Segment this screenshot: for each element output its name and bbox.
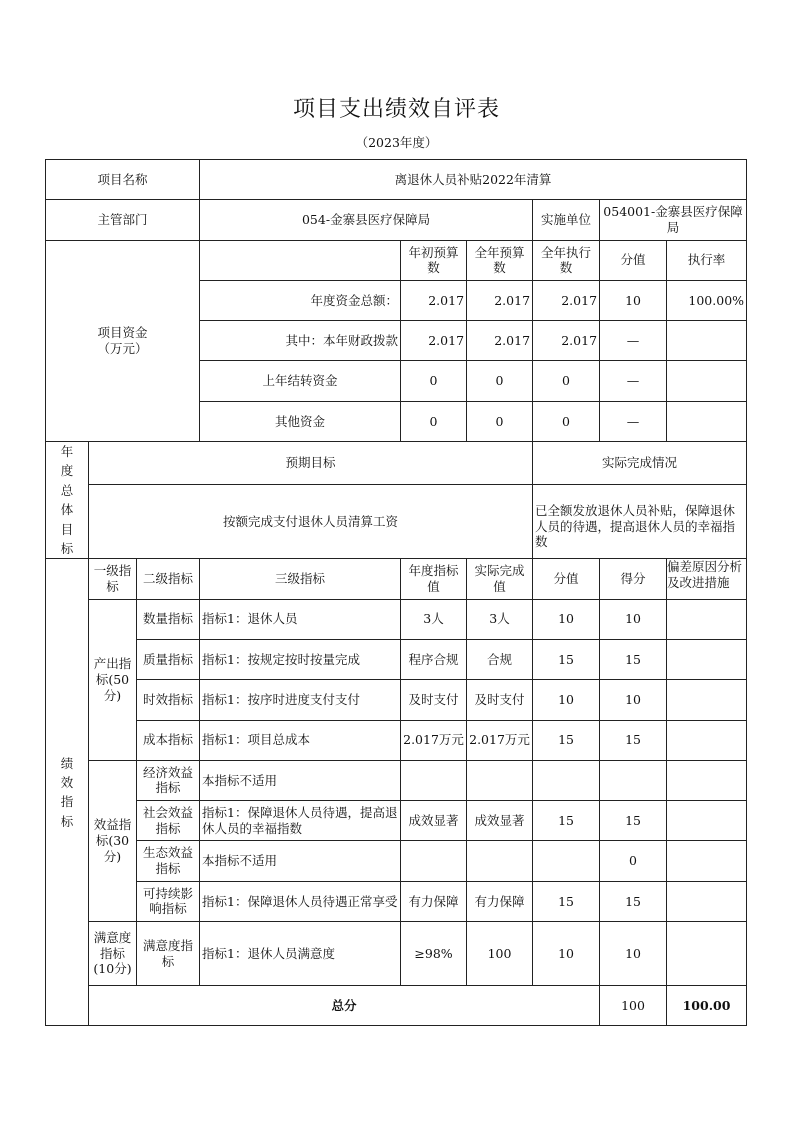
funds-begin: 0 xyxy=(401,401,467,441)
group-output-label: 产出指标(50分) xyxy=(89,599,137,760)
score: 10 xyxy=(600,680,667,720)
funds-label: 项目资金 （万元） xyxy=(46,240,200,441)
expected-goal-label: 预期目标 xyxy=(89,442,533,485)
annual-target: 及时支付 xyxy=(401,680,467,720)
level3-indicator: 本指标不适用 xyxy=(200,760,401,800)
deviation-note xyxy=(667,639,747,679)
funds-row-label: 年度资金总额： xyxy=(200,280,401,320)
project-name-label: 项目名称 xyxy=(46,160,200,200)
level2-indicator: 时效指标 xyxy=(137,680,200,720)
self-evaluation-table xyxy=(45,159,747,1026)
funds-col-annual: 全年预算数 xyxy=(467,240,533,280)
group-benefit-label: 效益指标(30分) xyxy=(89,760,137,921)
perf-header-actual: 实际完成值 xyxy=(467,559,533,599)
funds-exec: 0 xyxy=(533,401,600,441)
funds-score-value: — xyxy=(600,401,667,441)
score: 15 xyxy=(600,881,667,921)
score-value: 15 xyxy=(533,720,600,760)
funds-annual: 2.017 xyxy=(467,280,533,320)
expected-goal-text: 按额完成支付退休人员清算工资 xyxy=(89,484,533,558)
page-subtitle: （2023年度） xyxy=(355,135,438,150)
funds-row-label: 上年结转资金 xyxy=(200,361,401,401)
score: 15 xyxy=(600,801,667,841)
actual-value: 3人 xyxy=(467,599,533,639)
level2-indicator: 经济效益指标 xyxy=(137,760,200,800)
total-score: 100.00 xyxy=(667,986,747,1026)
funds-annual: 2.017 xyxy=(467,321,533,361)
level2-indicator: 可持续影响指标 xyxy=(137,881,200,921)
score-value xyxy=(533,841,600,881)
deviation-note xyxy=(667,841,747,881)
impl-value: 054001-金寨县医疗保障局 xyxy=(600,200,747,240)
funds-exec: 0 xyxy=(533,361,600,401)
score-value: 10 xyxy=(533,922,600,986)
score xyxy=(600,760,667,800)
level2-indicator: 满意度指标 xyxy=(137,922,200,986)
funds-annual: 0 xyxy=(467,361,533,401)
level2-indicator: 数量指标 xyxy=(137,599,200,639)
perf-header-value: 分值 xyxy=(533,559,600,599)
annual-target: 2.017万元 xyxy=(401,720,467,760)
funds-col-exec: 全年执行数 xyxy=(533,240,600,280)
actual-value: 2.017万元 xyxy=(467,720,533,760)
total-label: 总分 xyxy=(89,986,600,1026)
perf-header-level3: 三级指标 xyxy=(200,559,401,599)
score-value: 10 xyxy=(533,599,600,639)
deviation-note xyxy=(667,922,747,986)
funds-begin: 2.017 xyxy=(401,321,467,361)
page-title: 项目支出绩效自评表 xyxy=(292,97,500,122)
funds-corner xyxy=(200,240,401,280)
actual-value xyxy=(467,760,533,800)
impl-label: 实施单位 xyxy=(533,200,600,240)
perf-header-level2: 二级指标 xyxy=(137,559,200,599)
score-value xyxy=(533,760,600,800)
performance-label: 绩 效 指 标 xyxy=(46,559,89,1026)
funds-exec: 2.017 xyxy=(533,280,600,320)
actual-completion-text: 已全额发放退休人员补贴，保障退休人员的待遇，提高退休人员的幸福指数 xyxy=(533,484,747,558)
level3-indicator: 本指标不适用 xyxy=(200,841,401,881)
actual-value: 100 xyxy=(467,922,533,986)
funds-col-begin: 年初预算数 xyxy=(401,240,467,280)
level3-indicator: 指标1：按序时进度支付支付 xyxy=(200,680,401,720)
level2-indicator: 质量指标 xyxy=(137,639,200,679)
actual-value: 成效显著 xyxy=(467,801,533,841)
annual-target: 3人 xyxy=(401,599,467,639)
annual-target xyxy=(401,760,467,800)
score: 10 xyxy=(600,599,667,639)
level3-indicator: 指标1：项目总成本 xyxy=(200,720,401,760)
perf-header-level1: 一级指标 xyxy=(89,559,137,599)
funds-col-score-value: 分值 xyxy=(600,240,667,280)
annual-target: ≥98% xyxy=(401,922,467,986)
group-satisfaction-label: 满意度指标(10分) xyxy=(89,922,137,986)
perf-header-score: 得分 xyxy=(600,559,667,599)
score: 0 xyxy=(600,841,667,881)
funds-row-label: 其中：本年财政拨款 xyxy=(200,321,401,361)
funds-row-label: 其他资金 xyxy=(200,401,401,441)
funds-score-value: — xyxy=(600,361,667,401)
overall-goal-label: 年 度 总 体 目 标 xyxy=(46,442,89,559)
funds-exec: 2.017 xyxy=(533,321,600,361)
funds-begin: 2.017 xyxy=(401,280,467,320)
level2-indicator: 社会效益指标 xyxy=(137,801,200,841)
score: 15 xyxy=(600,720,667,760)
funds-annual: 0 xyxy=(467,401,533,441)
dept-value: 054-金寨县医疗保障局 xyxy=(200,200,533,240)
deviation-note xyxy=(667,801,747,841)
funds-rate: 100.00% xyxy=(667,280,747,320)
score-value: 15 xyxy=(533,881,600,921)
level3-indicator: 指标1：按规定按时按量完成 xyxy=(200,639,401,679)
dept-label: 主管部门 xyxy=(46,200,200,240)
funds-score-value: — xyxy=(600,321,667,361)
actual-value: 有力保障 xyxy=(467,881,533,921)
level3-indicator: 指标1：保障退休人员待遇，提高退休人员的幸福指数 xyxy=(200,801,401,841)
perf-header-target: 年度指标值 xyxy=(401,559,467,599)
level2-indicator: 生态效益指标 xyxy=(137,841,200,881)
project-name-value: 离退休人员补贴2022年清算 xyxy=(200,160,747,200)
score-value: 10 xyxy=(533,680,600,720)
deviation-note xyxy=(667,881,747,921)
perf-header-deviation: 偏差原因分析及改进措施 xyxy=(667,559,747,599)
level3-indicator: 指标1：退休人员 xyxy=(200,599,401,639)
deviation-note xyxy=(667,720,747,760)
deviation-note xyxy=(667,599,747,639)
deviation-note xyxy=(667,760,747,800)
annual-target: 程序合规 xyxy=(401,639,467,679)
funds-score-value: 10 xyxy=(600,280,667,320)
annual-target: 有力保障 xyxy=(401,881,467,921)
level3-indicator: 指标1：退休人员满意度 xyxy=(200,922,401,986)
actual-value: 合规 xyxy=(467,639,533,679)
deviation-note xyxy=(667,680,747,720)
funds-rate xyxy=(667,321,747,361)
level3-indicator: 指标1：保障退休人员待遇正常享受 xyxy=(200,881,401,921)
funds-rate xyxy=(667,401,747,441)
score: 10 xyxy=(600,922,667,986)
actual-value: 及时支付 xyxy=(467,680,533,720)
total-value: 100 xyxy=(600,986,667,1026)
level2-indicator: 成本指标 xyxy=(137,720,200,760)
score-value: 15 xyxy=(533,801,600,841)
annual-target: 成效显著 xyxy=(401,801,467,841)
score: 15 xyxy=(600,639,667,679)
actual-completion-label: 实际完成情况 xyxy=(533,442,747,485)
funds-col-rate: 执行率 xyxy=(667,240,747,280)
funds-begin: 0 xyxy=(401,361,467,401)
actual-value xyxy=(467,841,533,881)
funds-rate xyxy=(667,361,747,401)
annual-target xyxy=(401,841,467,881)
score-value: 15 xyxy=(533,639,600,679)
